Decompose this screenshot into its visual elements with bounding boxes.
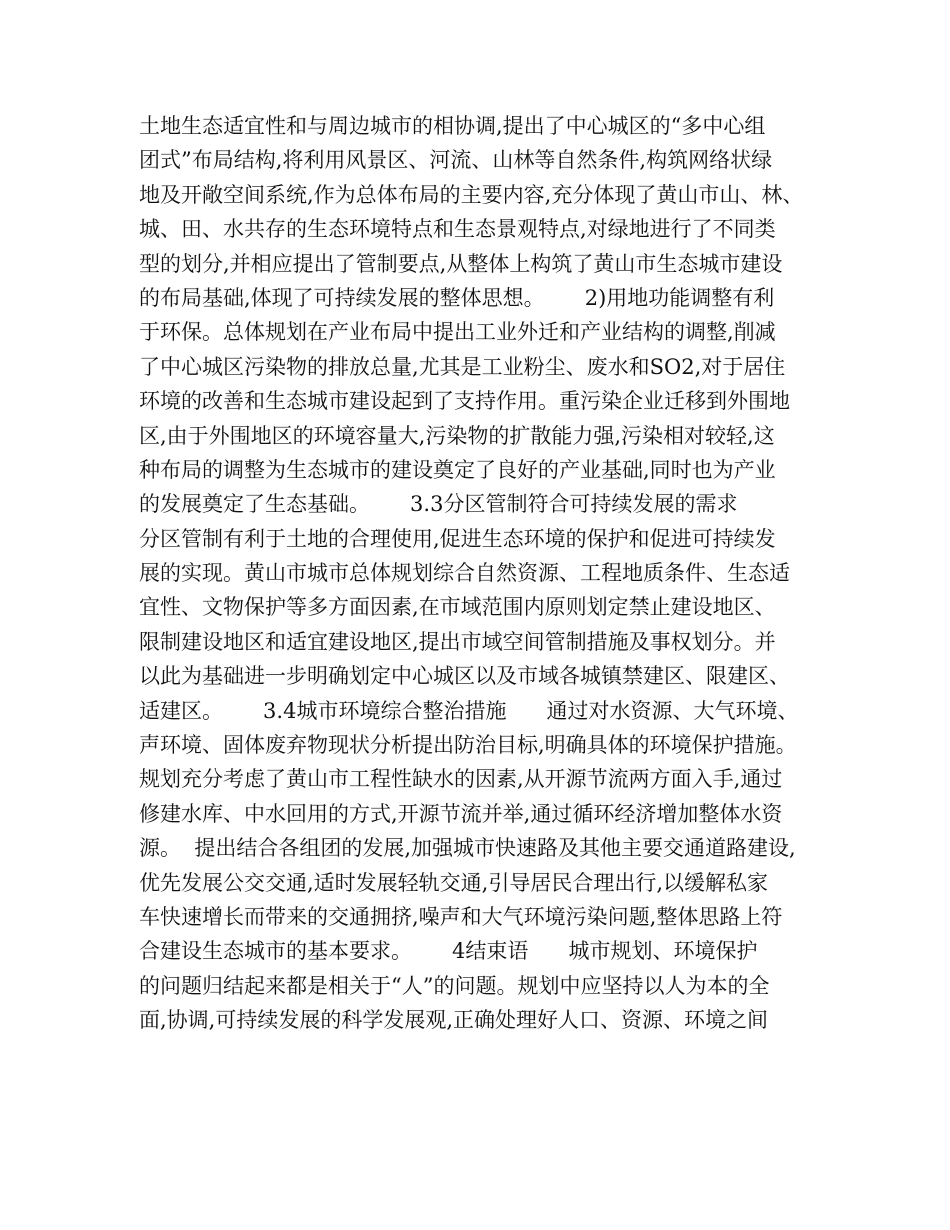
text-line-25: 合建设生态城市的基本要求。 4结束语 城市规划、环境保护 bbox=[139, 939, 758, 964]
text-line-13: 分区管制有利于土地的合理使用,促进生态环境的保护和促进可持续发 bbox=[139, 526, 776, 551]
text-line-6: 的布局基础,体现了可持续发展的整体思想。 2)用地功能调整有利 bbox=[139, 285, 775, 310]
text-line-15: 宜性、文物保护等多方面因素,在市域范围内原则划定禁止建设地区、 bbox=[139, 595, 776, 620]
text-line-9: 环境的改善和生态城市建设起到了支持作用。重污染企业迁移到外围地 bbox=[139, 389, 790, 414]
text-line-11: 种布局的调整为生态城市的建设奠定了良好的产业基础,同时也为产业 bbox=[139, 457, 776, 482]
text-line-20: 规划充分考虑了黄山市工程性缺水的因素,从开源节流两方面入手,通过 bbox=[139, 767, 783, 792]
text-line-5: 型的划分,并相应提出了管制要点,从整体上构筑了黄山市生态城市建设 bbox=[139, 251, 783, 276]
text-line-17: 以此为基础进一步明确划定中心城区以及市域各城镇禁建区、限建区、 bbox=[139, 664, 790, 689]
text-line-26: 的问题归结起来都是相关于“人”的问题。规划中应坚持以人为本的全 bbox=[139, 973, 770, 998]
text-line-18: 适建区。 3.4城市环境综合整治措施 通过对水资源、大气环境、 bbox=[139, 698, 799, 723]
text-line-22: 源。 提出结合各组团的发展,加强城市快速路及其他主要交通道路建设, bbox=[139, 836, 796, 861]
text-line-12: 的发展奠定了生态基础。 3.3分区管制符合可持续发展的需求 bbox=[139, 492, 738, 517]
text-line-2: 团式”布局结构,将利用风景区、河流、山林等自然条件,构筑网络状绿 bbox=[139, 148, 773, 173]
text-line-1: 土地生态适宜性和与周边城市的相协调,提出了中心城区的“多中心组 bbox=[139, 114, 766, 138]
body-text bbox=[139, 109, 839, 1038]
text-line-27: 面,协调,可持续发展的科学发展观,正确处理好人口、资源、环境之间 bbox=[139, 1008, 769, 1033]
text-line-16: 限制建设地区和适宜建设地区,提出市域空间管制措施及事权划分。并 bbox=[139, 629, 776, 654]
text-line-14: 展的实现。黄山市城市总体规划综合自然资源、工程地质条件、生态适 bbox=[139, 561, 790, 586]
text-line-24: 车快速增长而带来的交通拥挤,噪声和大气环境污染问题,整体思路上符 bbox=[139, 904, 783, 929]
text-line-3: 地及开敞空间系统,作为总体布局的主要内容,充分体现了黄山市山、林、 bbox=[139, 182, 804, 207]
text-line-21: 修建水库、中水回用的方式,开源节流并举,通过循环经济增加整体水资 bbox=[139, 801, 783, 826]
text-line-7: 于环保。总体规划在产业布局中提出工业外迁和产业结构的调整,削减 bbox=[139, 320, 776, 345]
text-line-8: 了中心城区污染物的排放总量,尤其是工业粉尘、废水和SO2,对于居住 bbox=[139, 354, 786, 379]
text-line-23: 优先发展公交交通,适时发展轻轨交通,引导居民合理出行,以缓解私家 bbox=[139, 870, 769, 895]
text-line-19: 声环境、固体废弃物现状分析提出防治目标,明确具体的环境保护措施。 bbox=[139, 733, 797, 758]
text-line-4: 城、田、水共存的生态环境特点和生态景观特点,对绿地进行了不同类 bbox=[139, 217, 776, 242]
text-line-10: 区,由于外围地区的环境容量大,污染物的扩散能力强,污染相对较轻,这 bbox=[139, 423, 775, 448]
